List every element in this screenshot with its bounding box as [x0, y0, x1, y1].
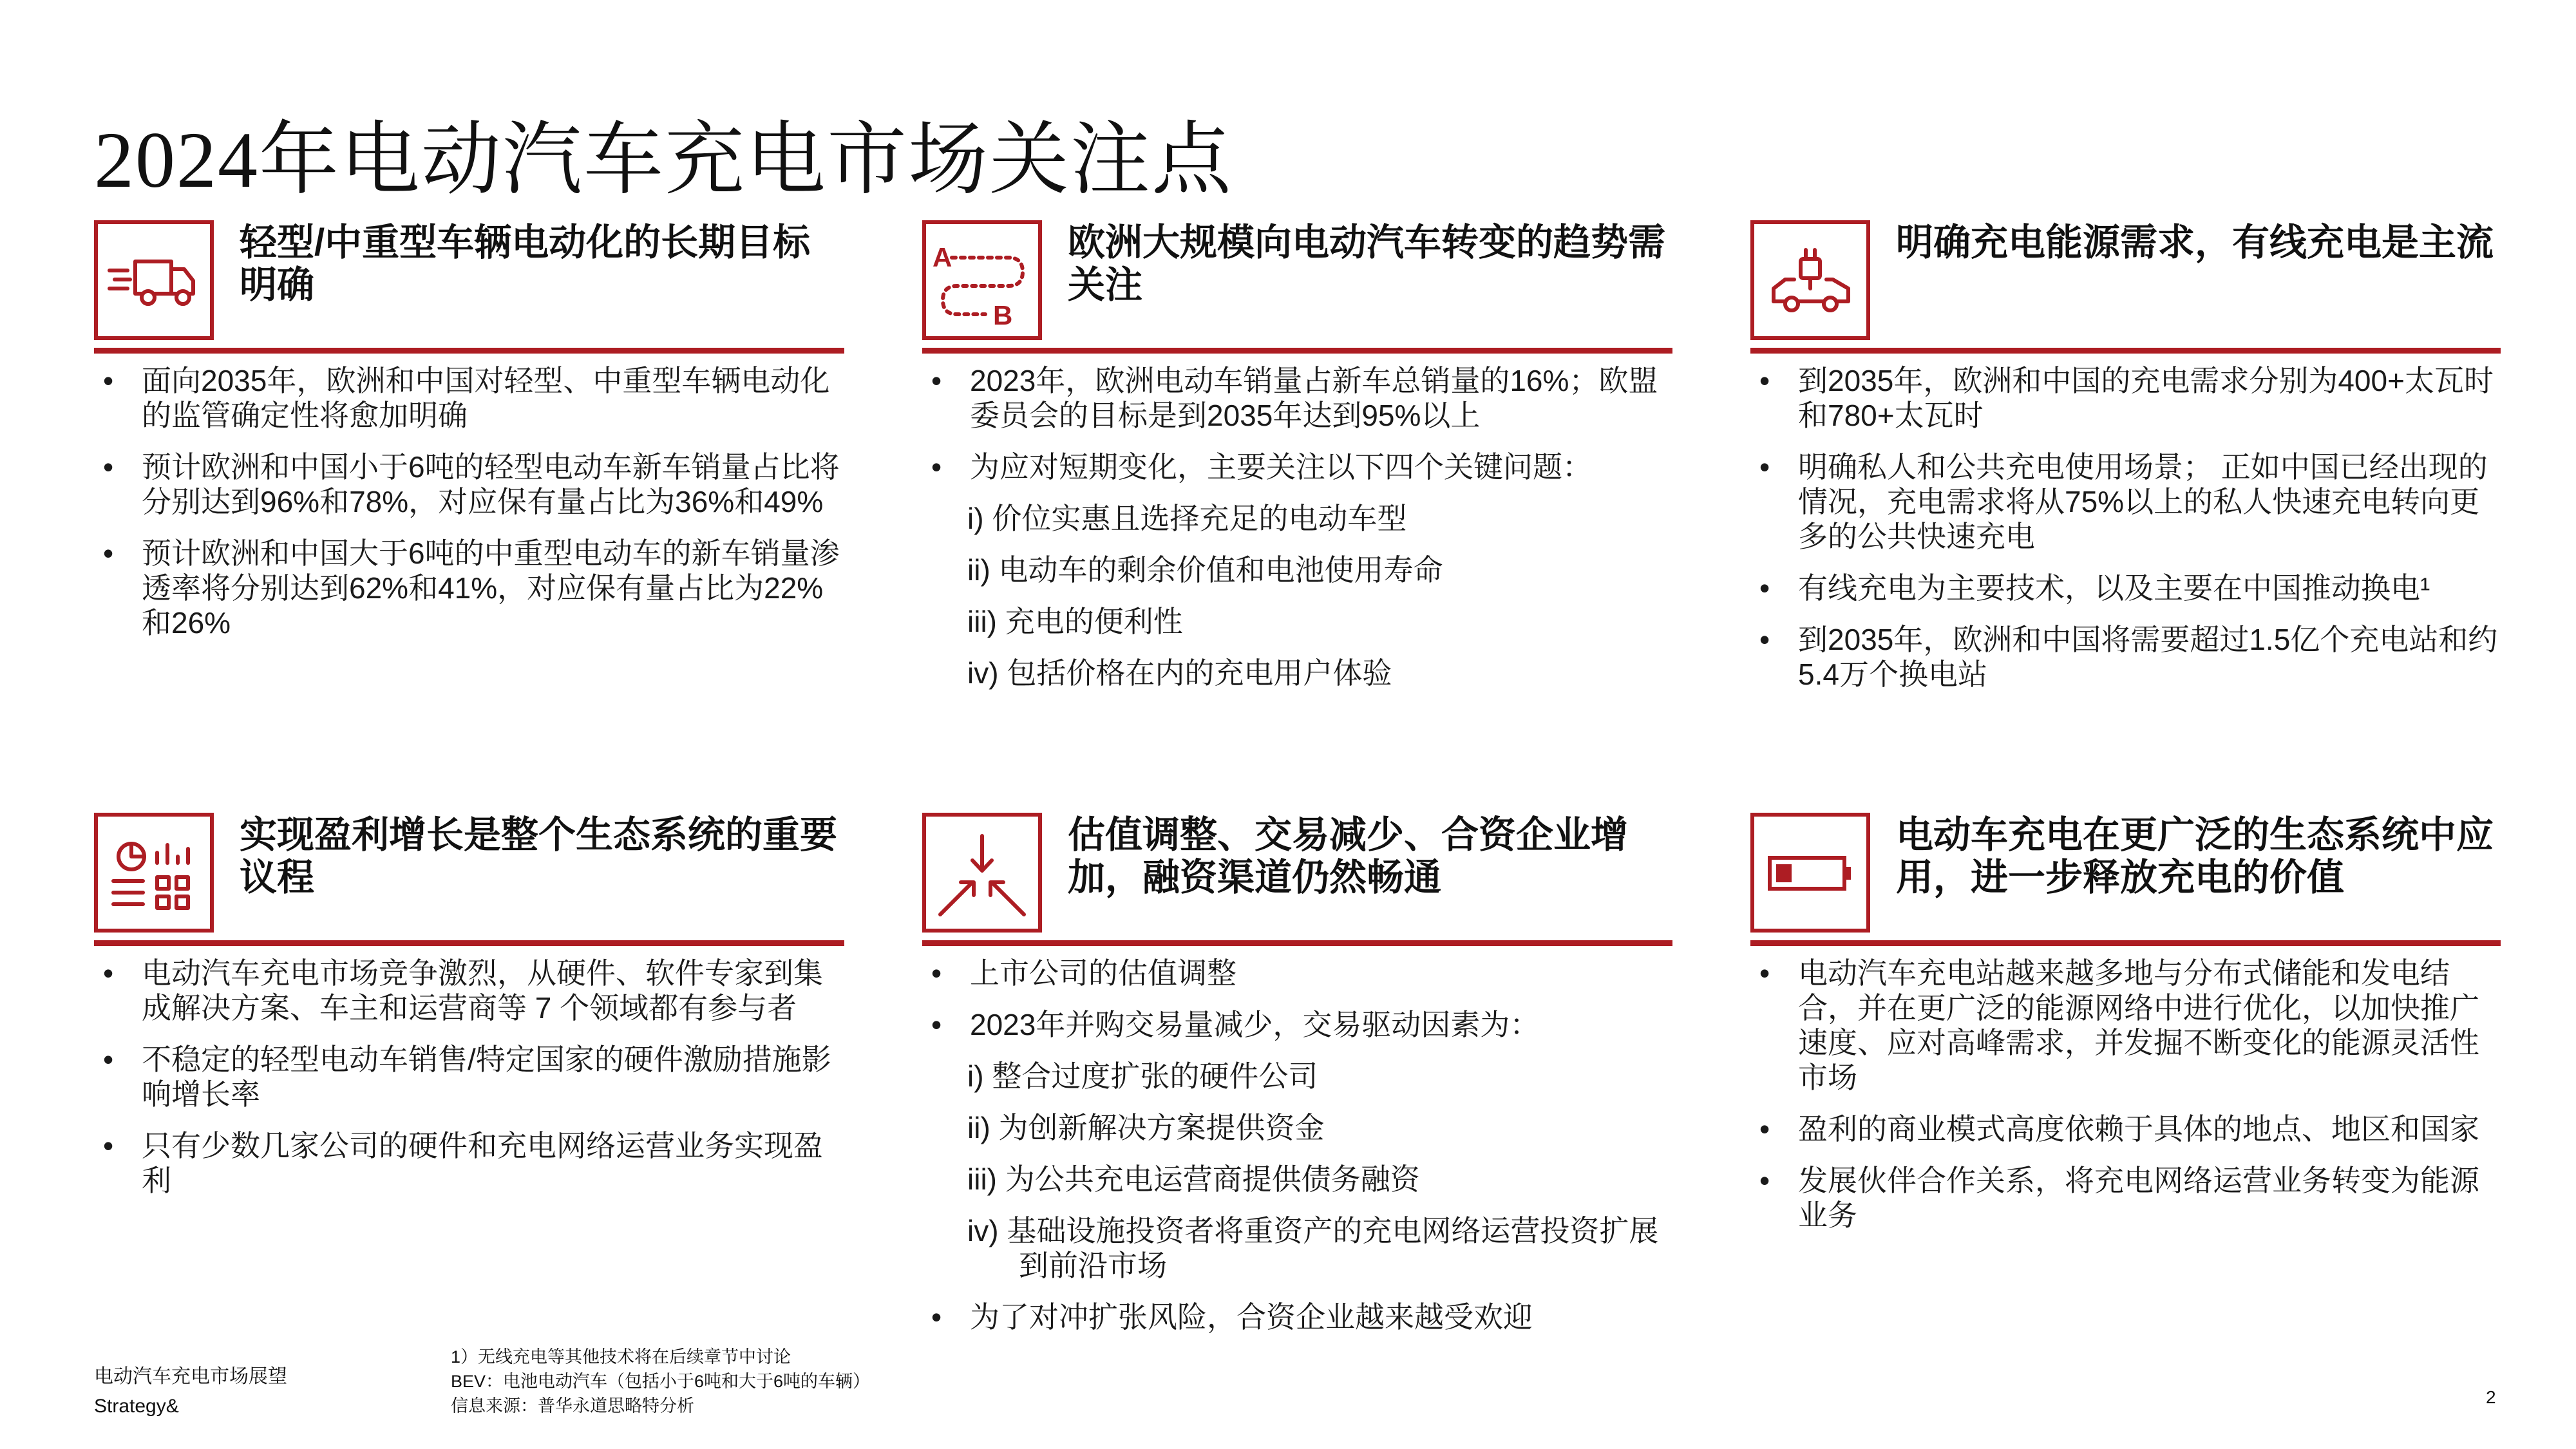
list-subitem: iv) 基础设施投资者将重资产的充电网络运营投资扩展到前沿市场 [967, 1214, 1659, 1282]
bullet-list [1750, 956, 2501, 1249]
divider [1750, 940, 2501, 946]
list-item: • 电动汽车充电市场竞争激烈，从硬件、软件专家到集成解决方案、车主和运营商等 7 个领域都有参与者 [94, 956, 844, 1025]
list-subitem: iii) 充电的便利性 [967, 605, 1183, 638]
route-label-a: A [933, 242, 952, 272]
card-header [922, 813, 1672, 956]
card-valuation-financing [922, 813, 1672, 1334]
card-heading: 欧洲大规模向电动汽车转变的趋势需关注 [1068, 222, 1666, 306]
divider [1750, 348, 2501, 354]
list-item: • 电动汽车充电站越来越多地与分布式储能和发电结合，并在更广泛的能源网络中进行优化，以加快推广速度、应对高峰需求，并发掘不断变化的能源灵活性市场 [1750, 956, 2501, 1095]
divider [94, 940, 844, 946]
page-number: 2 [2486, 1387, 2496, 1407]
list-item: • 发展伙伴合作关系，将充电网络运营业务转变为能源业务 [1750, 1163, 2501, 1233]
list-item: • 为了对冲扩张风险，合资企业越来越受欢迎 [922, 1300, 1672, 1334]
card-header [1750, 220, 2501, 363]
electric-car-plug-icon [1750, 220, 1870, 340]
route-label-b: B [993, 300, 1013, 330]
card-header [94, 220, 844, 363]
list-item: • 盈利的商业模式高度依赖于具体的地点、地区和国家 [1750, 1112, 2501, 1146]
bullet-list [94, 363, 844, 657]
divider [94, 348, 844, 354]
list-item: • 预计欧洲和中国小于6吨的轻型电动车新车销量占比将分别达到96%和78%，对应保有量占比为36%和49% [94, 450, 844, 519]
list-subitem: ii) 为创新解决方案提供资金 [967, 1111, 1325, 1144]
divider [922, 348, 1672, 354]
list-item: • 到2035年，欧洲和中国将需要超过1.5亿个充电站和约5.4万个换电站 [1750, 622, 2501, 692]
page-title: 2024年电动汽车充电市场关注点 [94, 116, 1233, 204]
list-item: • 只有少数几家公司的硬件和充电网络运营业务实现盈利 [94, 1128, 844, 1198]
bullet-list [94, 956, 844, 1215]
delivery-truck-icon [94, 220, 214, 340]
list-item: • 预计欧洲和中国大于6吨的中重型电动车的新车销量渗透率将分别达到62%和41%，对应保有量占比为22%和26% [94, 536, 844, 640]
list-subitem: ii) 电动车的剩余价值和电池使用寿命 [967, 553, 1443, 587]
footnotes [451, 1345, 870, 1418]
card-charging-demand [1750, 220, 2501, 691]
card-heading: 明确充电能源需求，有线充电是主流 [1896, 222, 2494, 263]
converging-arrows-icon [922, 813, 1042, 933]
card-header [922, 220, 1672, 363]
list-subitem: i) 价位实惠且选择充足的电动车型 [967, 502, 1407, 535]
card-heading: 电动车充电在更广泛的生态系统中应用，进一步释放充电的价值 [1896, 814, 2494, 898]
list-item: • 面向2035年，欧洲和中国对轻型、中重型车辆电动化的监管确定性将愈加明确 [94, 363, 844, 433]
card-ev-targets [94, 220, 844, 658]
battery-icon [1750, 813, 1870, 933]
list-subitem: iii) 为公共充电运营商提供债务融资 [967, 1162, 1420, 1196]
card-header [94, 813, 844, 956]
list-item: • 到2035年，欧洲和中国的充电需求分别为400+太瓦时和780+太瓦时 [1750, 363, 2501, 433]
bullet-list [1750, 363, 2501, 708]
card-profitability [94, 813, 844, 1251]
footer-report-name: 电动汽车充电市场展望 [94, 1366, 287, 1387]
card-europe-ev-shift [922, 220, 1672, 690]
list-item: • 不稳定的轻型电动车销售/特定国家的硬件激励措施影响增长率 [94, 1042, 844, 1112]
list-item: • 2023年并购交易量减少，交易驱动因素为： [922, 1007, 1672, 1042]
bullet-list [922, 363, 1672, 707]
profit-dashboard-icon [94, 813, 214, 933]
bullet-list [922, 956, 1672, 1351]
list-subitem: iv) 包括价格在内的充电用户体验 [967, 656, 1392, 690]
card-heading: 实现盈利增长是整个生态系统的重要议程 [240, 814, 838, 898]
list-subitem: i) 整合过度扩张的硬件公司 [967, 1059, 1318, 1093]
footnote: 信息来源：普华永道思略特分析 [451, 1396, 694, 1416]
card-heading: 估值调整、交易减少、合资企业增加，融资渠道仍然畅通 [1068, 814, 1629, 898]
footnote: BEV：电池电动汽车（包括小于6吨和大于6吨的车辆） [451, 1372, 871, 1391]
list-item: • 明确私人和公共充电使用场景； 正如中国已经出现的情况，充电需求将从75%以上的私人快速充电转向更多的公共快速充电 [1750, 450, 2501, 554]
list-item: • 上市公司的估值调整 [922, 956, 1672, 990]
footnote: 1）无线充电等其他技术将在后续章节中讨论 [451, 1347, 791, 1367]
card-ecosystem-value [1750, 813, 2501, 1251]
list-item: • 为应对短期变化，主要关注以下四个关键问题： [922, 450, 1672, 484]
a-to-b-route-icon [922, 220, 1042, 340]
footer-brand [94, 1362, 287, 1421]
list-item: • 有线充电为主要技术，以及主要在中国推动换电¹ [1750, 571, 2501, 605]
list-item: • 2023年，欧洲电动车销量占新车总销量的16%；欧盟委员会的目标是到2035年达到95%以上 [922, 363, 1672, 433]
divider [922, 940, 1672, 946]
card-heading: 轻型/中重型车辆电动化的长期目标明确 [240, 222, 811, 306]
card-header [1750, 813, 2501, 956]
footer-company: Strategy& [94, 1396, 179, 1417]
